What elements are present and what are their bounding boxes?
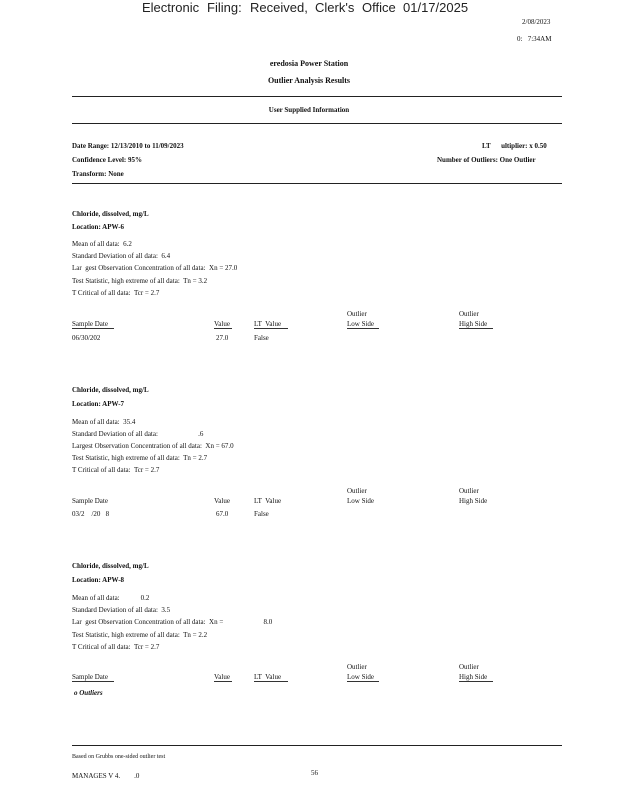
stat-largest: Largest Observation Concentration of all data: Xn = 67.0 — [72, 442, 234, 450]
underline — [347, 681, 379, 682]
col-lt-value: LT Value — [254, 673, 282, 681]
station-name: eredosia Power Station — [269, 59, 349, 68]
banner-clerks: Clerk's — [315, 0, 355, 15]
col-outlier-low: Outlier — [347, 310, 367, 318]
stat-critical: T Critical of all data: Tcr = 2.7 — [72, 466, 160, 474]
stat-std-dev: Standard Deviation of all data: .6 — [72, 430, 204, 438]
stat-mean: Mean of all data: 35.4 — [72, 418, 136, 426]
stat-test: Test Statistic, high extreme of all data: Tn = 2.2 — [72, 631, 208, 639]
underline — [459, 681, 493, 682]
col-high-side: High Side — [459, 497, 488, 505]
col-low-side: Low Side — [347, 673, 375, 681]
report-title: Outlier Analysis Results — [267, 76, 351, 85]
no-outliers-note: o Outliers — [74, 689, 103, 697]
banner-received: Received, — [250, 0, 308, 15]
banner-office: Office — [362, 0, 396, 15]
stat-largest: Lar gest Observation Concentration of all data: Xn = 27.0 — [72, 264, 238, 272]
col-value: Value — [214, 673, 230, 681]
stat-mean: Mean of all data: 0.2 — [72, 594, 150, 602]
col-low-side: Low Side — [347, 320, 375, 328]
col-value: Value — [214, 497, 230, 505]
stat-largest: Lar gest Observation Concentration of all data: Xn = 8.0 — [72, 618, 273, 626]
report-time: 0: 7:34AM — [517, 35, 552, 43]
col-outlier-low: Outlier — [347, 487, 367, 495]
row-value: 27.0 — [216, 334, 229, 342]
stat-critical: T Critical of all data: Tcr = 2.7 — [72, 643, 160, 651]
footer-divider — [72, 745, 562, 746]
col-outlier-high: Outlier — [459, 663, 479, 671]
banner-date: 01/17/2025 — [403, 0, 469, 15]
row-lt-value: False — [254, 334, 269, 342]
underline — [347, 328, 379, 329]
location: Location: APW-6 — [72, 223, 125, 231]
banner-filing: Filing: — [207, 0, 242, 15]
report-date: 2/08/2023 — [522, 18, 551, 26]
date-range: Date Range: 12/13/2010 to 11/09/2023 — [72, 142, 184, 150]
location: Location: APW-7 — [72, 400, 125, 408]
row-lt-value: False — [254, 510, 269, 518]
underline — [254, 328, 288, 329]
row-value: 67.0 — [216, 510, 229, 518]
software-version: MANAGES V 4. .0 — [72, 772, 140, 780]
col-high-side: High Side — [459, 673, 488, 681]
underline — [72, 681, 114, 682]
col-sample-date: Sample Date — [72, 320, 108, 328]
col-outlier-high: Outlier — [459, 310, 479, 318]
underline — [72, 328, 114, 329]
col-lt-value: LT Value — [254, 497, 282, 505]
location: Location: APW-8 — [72, 576, 125, 584]
stat-test: Test Statistic, high extreme of all data: Tn = 3.2 — [72, 277, 208, 285]
transform: Transform: None — [72, 170, 124, 178]
analyte-name: Chloride, dissolved, mg/L — [72, 562, 149, 570]
col-value: Value — [214, 320, 230, 328]
stat-std-dev: Standard Deviation of all data: 3.5 — [72, 606, 171, 614]
col-lt-value: LT Value — [254, 320, 282, 328]
divider — [72, 183, 562, 184]
col-sample-date: Sample Date — [72, 497, 108, 505]
lt-multiplier: LT ultiplier: x 0.50 — [482, 142, 547, 150]
row-sample-date: 06/30/202 — [72, 334, 101, 342]
underline — [459, 328, 493, 329]
stat-critical: T Critical of all data: Tcr = 2.7 — [72, 289, 160, 297]
analyte-name: Chloride, dissolved, mg/L — [72, 210, 149, 218]
col-outlier-high: Outlier — [459, 487, 479, 495]
col-sample-date: Sample Date — [72, 673, 108, 681]
row-sample-date: 03/2 /20 8 — [72, 510, 110, 518]
stat-std-dev: Standard Deviation of all data: 6.4 — [72, 252, 171, 260]
number-of-outliers: Number of Outliers: One Outlier — [437, 156, 536, 164]
analyte-name: Chloride, dissolved, mg/L — [72, 386, 149, 394]
divider — [72, 123, 562, 124]
banner-electronic: Electronic — [142, 0, 200, 15]
col-outlier-low: Outlier — [347, 663, 367, 671]
col-high-side: High Side — [459, 320, 488, 328]
col-low-side: Low Side — [347, 497, 375, 505]
underline — [214, 328, 232, 329]
footer-note: Based on Grubbs one-sided outlier test — [72, 754, 166, 760]
underline — [254, 681, 288, 682]
divider — [72, 96, 562, 97]
user-info-heading: User Supplied Information — [268, 106, 350, 114]
confidence-level: Confidence Level: 95% — [72, 156, 142, 164]
stat-mean: Mean of all data: 6.2 — [72, 240, 132, 248]
underline — [214, 681, 232, 682]
page-number: 56 — [311, 769, 318, 777]
stat-test: Test Statistic, high extreme of all data: Tn = 2.7 — [72, 454, 208, 462]
